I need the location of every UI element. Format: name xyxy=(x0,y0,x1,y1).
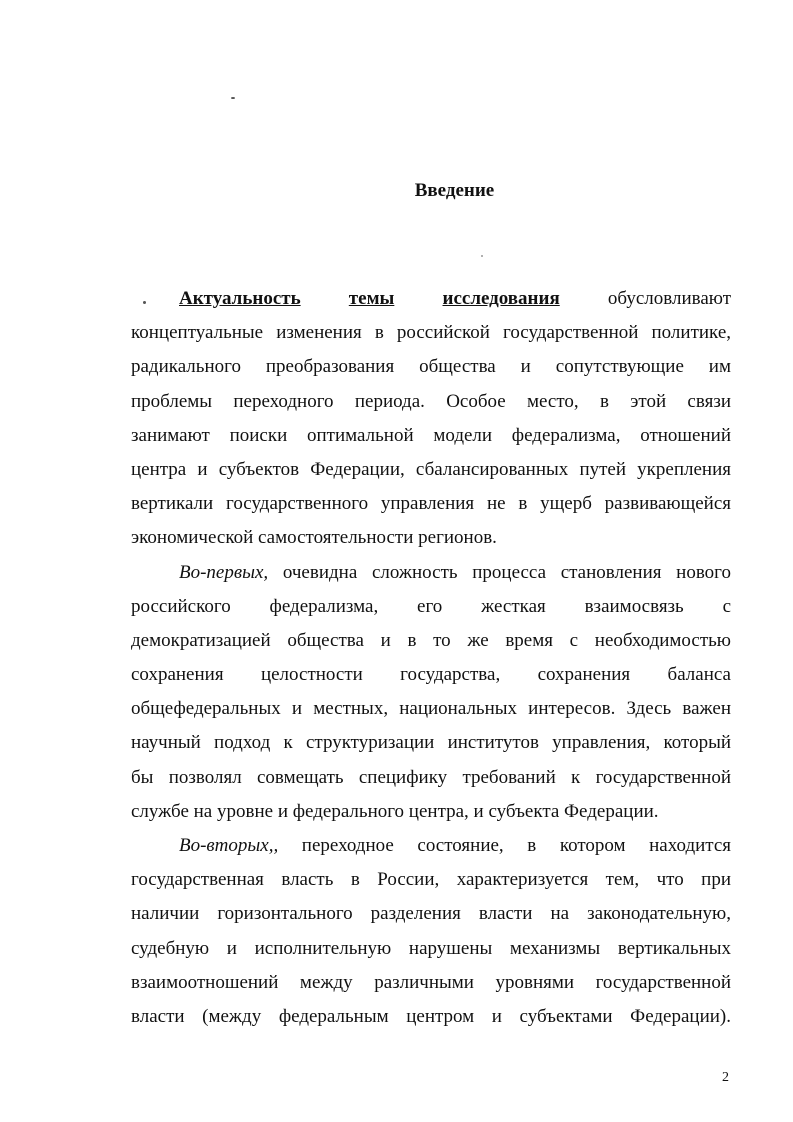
text-line: судебную и исполнительную нарушены механизмы вертикальных xyxy=(131,937,731,959)
text-line: государственная власть в России, характеризуется тем, что при xyxy=(131,869,731,891)
relevance-term: Актуальность xyxy=(179,288,301,309)
relevance-term: исследования xyxy=(442,288,560,309)
paragraph-first-line xyxy=(131,556,731,590)
text-line: российского федерализма, его жесткая взаимосвязь с xyxy=(131,595,731,617)
text-line: экономической самостоятельности регионов. xyxy=(131,527,497,549)
text-line: сохранения целостности государства, сохранения баланса xyxy=(131,664,731,686)
text-line: концептуальные изменения в российской государственной политике, xyxy=(131,322,731,344)
paragraph-lead: Во-первых, xyxy=(179,561,269,583)
text-line: бы позволял совмещать специфику требований к государственной xyxy=(131,766,731,788)
scan-speck xyxy=(481,255,483,257)
text-line: наличии горизонтального разделения власти на законодательную, xyxy=(131,903,731,925)
page-number: 2 xyxy=(722,1070,729,1085)
text-line: вертикали государственного управления не в ущерб развивающейся xyxy=(131,493,731,515)
paragraph-first-line xyxy=(131,829,731,863)
text-line: службе на уровне и федерального центра, и субъекта Федерации. xyxy=(131,800,659,822)
scan-speck xyxy=(231,97,235,99)
document-body xyxy=(131,282,731,1034)
relevance-term: темы xyxy=(348,288,395,309)
text-line: радикального преобразования общества и сопутствующие им xyxy=(131,356,731,378)
text-line: центра и субъектов Федерации, сбалансированных путей укрепления xyxy=(131,458,731,480)
text-line: власти (между федеральным центром и субъектами Федерации). xyxy=(131,1005,731,1027)
page-title: Введение xyxy=(414,180,495,201)
text-segment: обусловливают xyxy=(607,288,732,309)
text-segment: очевидна сложность процесса становления нового xyxy=(282,561,731,583)
text-line: научный подход к структуризации институтов управления, который xyxy=(131,732,731,754)
paragraph-first-line xyxy=(131,282,731,316)
text-line: демократизацией общества и в то же время с необходимостью xyxy=(131,629,731,651)
text-segment: переходное состояние, в котором находится xyxy=(301,835,732,856)
paragraph-relevance xyxy=(131,282,731,556)
text-line: проблемы переходного периода. Особое место, в этой связи xyxy=(131,390,731,412)
paragraph-secondly xyxy=(131,829,731,1034)
text-line: общефедеральных и местных, национальных интересов. Здесь важен xyxy=(131,698,731,720)
paragraph-firstly xyxy=(131,556,731,830)
text-line: взаимоотношений между различными уровнями государственной xyxy=(131,971,731,993)
text-line: занимают поиски оптимальной модели федерализма, отношений xyxy=(131,424,731,446)
paragraph-lead: Во-вторых,, xyxy=(179,835,279,856)
